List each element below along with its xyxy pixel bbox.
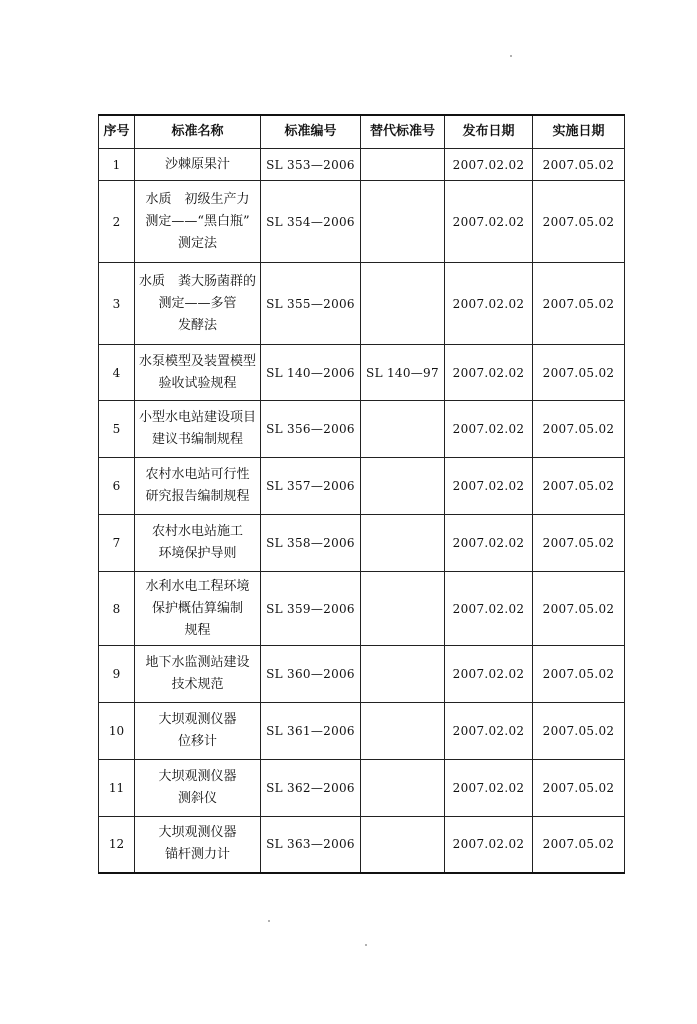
header-row: [99, 115, 625, 149]
cell-name-line: 测定——“黑白瓶”: [145, 213, 250, 229]
cell-seq: 4: [99, 345, 135, 401]
cell-name-line: 地下水监测站建设: [145, 655, 250, 670]
cell-code: SL 362—2006: [261, 760, 361, 817]
cell-name-line: 水质 粪大肠菌群的: [138, 273, 256, 289]
cell-implement-date: 2007.05.02: [533, 149, 625, 181]
cell-implement-date: 2007.05.02: [533, 458, 625, 515]
cell-replaced: [361, 149, 445, 181]
cell-name: [135, 263, 261, 345]
cell-replaced: [361, 760, 445, 817]
cell-name-line: 大坝观测仪器: [158, 825, 237, 841]
cell-publish-date: 2007.02.02: [445, 817, 533, 873]
table-row: [99, 646, 625, 703]
cell-name-line: 建议书编制规程: [151, 432, 243, 447]
cell-replaced: [361, 181, 445, 263]
cell-implement-date: 2007.05.02: [533, 401, 625, 458]
cell-replaced: [361, 703, 445, 760]
standards-table: [98, 114, 625, 874]
cell-publish-date: 2007.02.02: [445, 760, 533, 817]
scan-speck: [268, 920, 270, 922]
cell-implement-date: 2007.05.02: [533, 345, 625, 401]
cell-name-line: 水质 初级生产力: [145, 191, 250, 207]
table-row: [99, 181, 625, 263]
table-row: [99, 401, 625, 458]
cell-implement-date: 2007.05.02: [533, 181, 625, 263]
cell-replaced: [361, 646, 445, 703]
cell-name-line: 沙棘原果汁: [164, 156, 230, 172]
cell-implement-date: 2007.05.02: [533, 817, 625, 873]
header-code: 标准编号: [261, 115, 361, 149]
cell-name: [135, 703, 261, 760]
cell-name-line: 农村水电站可行性: [145, 467, 250, 482]
cell-code: SL 358—2006: [261, 515, 361, 572]
cell-replaced: [361, 515, 445, 572]
cell-implement-date: 2007.05.02: [533, 646, 625, 703]
table-row: [99, 515, 625, 572]
cell-implement-date: 2007.05.02: [533, 703, 625, 760]
cell-name-line: 发酵法: [177, 317, 217, 333]
cell-replaced: [361, 572, 445, 646]
cell-code: SL 363—2006: [261, 817, 361, 873]
table-row: [99, 572, 625, 646]
cell-replaced: [361, 817, 445, 873]
cell-name-line: 测定法: [177, 235, 217, 251]
cell-replaced: SL 140—97: [361, 345, 445, 401]
header-name: 标准名称: [135, 115, 261, 149]
table-row: [99, 703, 625, 760]
cell-name-line: 位移计: [177, 734, 217, 749]
table-body: [99, 149, 625, 873]
cell-name-line: 小型水电站建设项目: [138, 410, 256, 425]
cell-name: [135, 572, 261, 646]
table-row: [99, 760, 625, 817]
cell-seq: 1: [99, 149, 135, 181]
cell-seq: 5: [99, 401, 135, 458]
cell-name-line: 测定——多管: [158, 295, 237, 311]
cell-seq: 11: [99, 760, 135, 817]
cell-implement-date: 2007.05.02: [533, 515, 625, 572]
cell-publish-date: 2007.02.02: [445, 703, 533, 760]
cell-seq: 10: [99, 703, 135, 760]
cell-publish-date: 2007.02.02: [445, 345, 533, 401]
cell-implement-date: 2007.05.02: [533, 572, 625, 646]
cell-name-line: 大坝观测仪器: [158, 769, 237, 784]
header-replaced: 替代标准号: [361, 115, 445, 149]
cell-replaced: [361, 458, 445, 515]
cell-seq: 7: [99, 515, 135, 572]
cell-name-line: 保护概估算编制: [151, 600, 243, 616]
cell-name-line: 农村水电站施工: [151, 524, 243, 539]
cell-publish-date: 2007.02.02: [445, 181, 533, 263]
cell-code: SL 354—2006: [261, 181, 361, 263]
cell-name-line: 环境保护导则: [158, 546, 237, 561]
header-seq: 序号: [99, 115, 135, 149]
scan-speck: [365, 944, 367, 946]
cell-implement-date: 2007.05.02: [533, 760, 625, 817]
cell-seq: 12: [99, 817, 135, 873]
cell-name-line: 研究报告编制规程: [145, 489, 250, 504]
cell-implement-date: 2007.05.02: [533, 263, 625, 345]
cell-code: SL 140—2006: [261, 345, 361, 401]
cell-publish-date: 2007.02.02: [445, 401, 533, 458]
table-row: [99, 345, 625, 401]
table-row: [99, 458, 625, 515]
cell-seq: 3: [99, 263, 135, 345]
cell-replaced: [361, 401, 445, 458]
cell-code: SL 361—2006: [261, 703, 361, 760]
cell-name-line: 锚杆测力计: [164, 847, 230, 863]
cell-name: [135, 817, 261, 873]
table-row: [99, 263, 625, 345]
cell-code: SL 355—2006: [261, 263, 361, 345]
table-row: [99, 149, 625, 181]
cell-seq: 8: [99, 572, 135, 646]
header-publish-date: 发布日期: [445, 115, 533, 149]
cell-name-line: 规程: [184, 622, 211, 638]
cell-name: [135, 760, 261, 817]
cell-code: SL 359—2006: [261, 572, 361, 646]
cell-name-line: 验收试验规程: [158, 375, 237, 391]
cell-publish-date: 2007.02.02: [445, 515, 533, 572]
table-row: [99, 817, 625, 873]
header-implement-date: 实施日期: [533, 115, 625, 149]
cell-name-line: 大坝观测仪器: [158, 712, 237, 727]
cell-publish-date: 2007.02.02: [445, 572, 533, 646]
cell-name: [135, 345, 261, 401]
cell-code: SL 360—2006: [261, 646, 361, 703]
cell-seq: 2: [99, 181, 135, 263]
cell-code: SL 357—2006: [261, 458, 361, 515]
cell-replaced: [361, 263, 445, 345]
cell-name: [135, 401, 261, 458]
cell-seq: 9: [99, 646, 135, 703]
cell-name: [135, 458, 261, 515]
cell-publish-date: 2007.02.02: [445, 149, 533, 181]
cell-publish-date: 2007.02.02: [445, 646, 533, 703]
cell-code: SL 356—2006: [261, 401, 361, 458]
cell-publish-date: 2007.02.02: [445, 458, 533, 515]
scan-speck: [510, 55, 512, 57]
cell-name: [135, 149, 261, 181]
cell-publish-date: 2007.02.02: [445, 263, 533, 345]
cell-name: [135, 181, 261, 263]
cell-name-line: 技术规范: [171, 677, 224, 692]
cell-name-line: 测斜仪: [177, 791, 217, 806]
cell-name-line: 水泵模型及装置模型: [138, 353, 256, 369]
cell-code: SL 353—2006: [261, 149, 361, 181]
cell-name-line: 水利水电工程环境: [145, 578, 250, 594]
cell-name: [135, 515, 261, 572]
cell-seq: 6: [99, 458, 135, 515]
cell-name: [135, 646, 261, 703]
